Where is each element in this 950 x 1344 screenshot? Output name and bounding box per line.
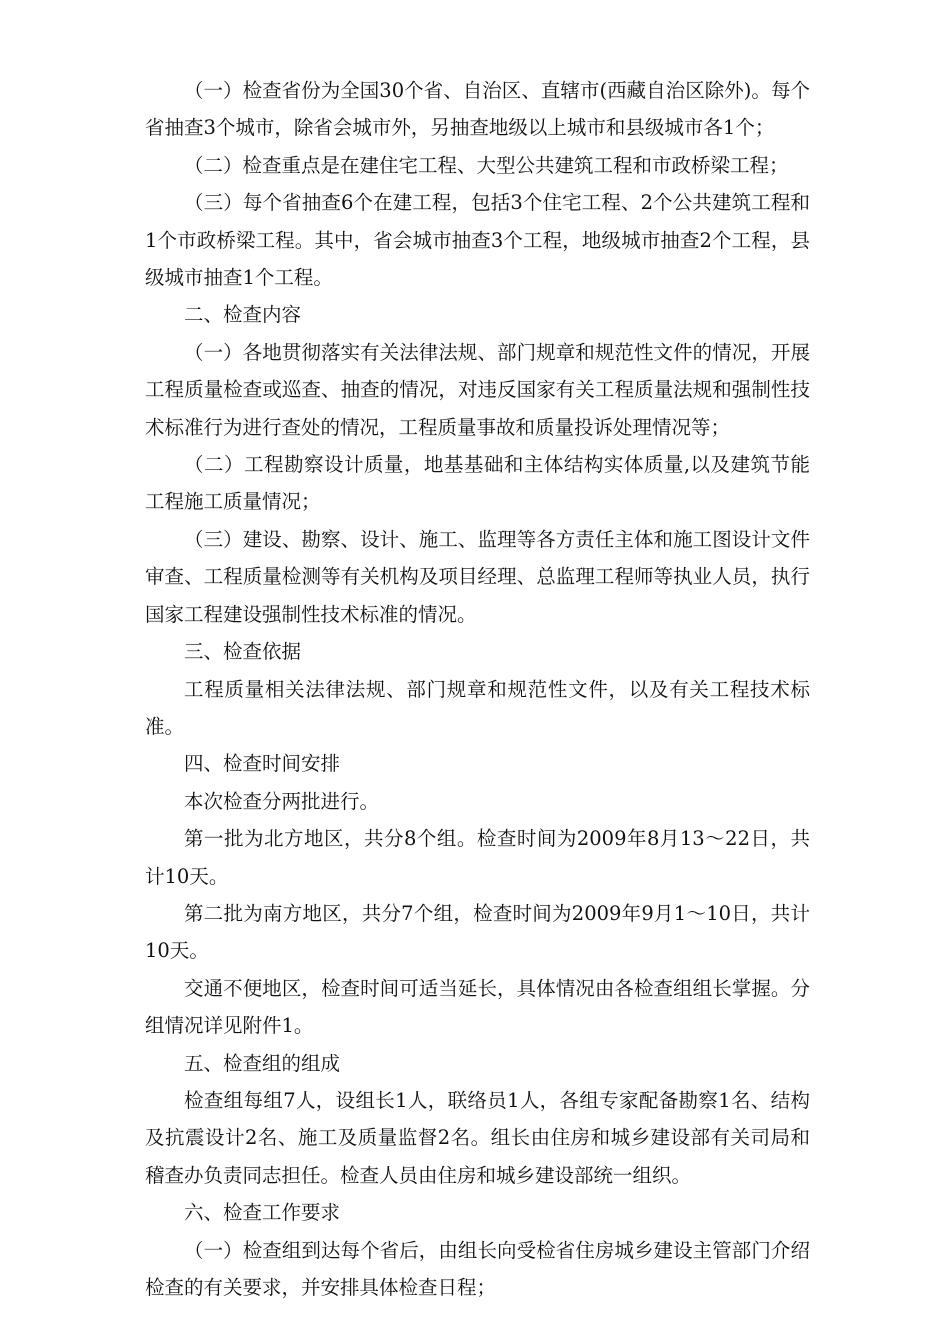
section-heading-content: 二、检查内容 (184, 303, 302, 327)
paragraph-schedule-intro: 本次检查分两批进行。 (184, 789, 380, 813)
paragraph-schedule-batch-1: 第一批为北方地区，共分8个组。检查时间为2009年8月13～22日，共计10天。 (145, 827, 810, 888)
section-heading-team: 五、检查组的组成 (184, 1051, 341, 1075)
paragraph-team: 检查组每组7人，设组长1人，联络员1人，各组专家配备勘察1名、结构及抗震设计2名、施工及质量监督2名。组长由住房和城乡建设部有关司局和稽查办负责同志担任。检查人员由住房和城乡建设部统一组织。 (145, 1088, 810, 1187)
section-heading-basis: 三、检查依据 (184, 640, 302, 664)
paragraph-schedule-batch-2: 第二批为南方地区，共分7个组，检查时间为2009年9月1～10日，共计10天。 (145, 901, 810, 963)
paragraph-requirements-1: （一）检查组到达每个省后，由组长向受检省住房城乡建设主管部门介绍检查的有关要求，并安排具体检查日程； (145, 1238, 810, 1299)
paragraph-schedule-remote: 交通不便地区，检查时间可适当延长，具体情况由各检查组组长掌握。分组情况详见附件1。 (145, 976, 810, 1038)
paragraph-scope-provinces: （一）检查省份为全国30个省、自治区、直辖市(西藏自治区除外)。每个省抽查3个城市，除省会城市外，另抽查地级以上城市和县级城市各1个； (145, 79, 810, 140)
section-heading-schedule: 四、检查时间安排 (184, 752, 341, 776)
paragraph-content-parties: （三）建设、勘察、设计、施工、监理等各方责任主体和施工图设计文件审查、工程质量检测等有关机构及项目经理、总监理工程师等执业人员，执行国家工程建设强制性技术标准的情况。 (145, 527, 810, 626)
paragraph-scope-focus: （二）检查重点是在建住宅工程、大型公共建筑工程和市政桥梁工程； (184, 153, 789, 177)
paragraph-scope-projects: （三）每个省抽查6个在建工程，包括3个住宅工程、2个公共建筑工程和1个市政桥梁工程。其中，省会城市抽查3个工程，地级城市抽查2个工程，县级城市抽查1个工程。 (145, 191, 810, 290)
section-heading-requirements: 六、检查工作要求 (184, 1201, 341, 1225)
paragraph-content-quality: （二）工程勘察设计质量，地基基础和主体结构实体质量,以及建筑节能工程施工质量情况； (145, 453, 810, 514)
document-page (145, 72, 810, 1306)
paragraph-basis: 工程质量相关法律法规、部门规章和规范性文件，以及有关工程技术标准。 (145, 677, 810, 738)
paragraph-content-laws: （一）各地贯彻落实有关法律法规、部门规章和规范性文件的情况，开展工程质量检查或巡查、抽查的情况，对违反国家有关工程质量法规和强制性技术标准行为进行查处的情况，工程质量事故和质量投诉处理情况等； (145, 340, 810, 439)
